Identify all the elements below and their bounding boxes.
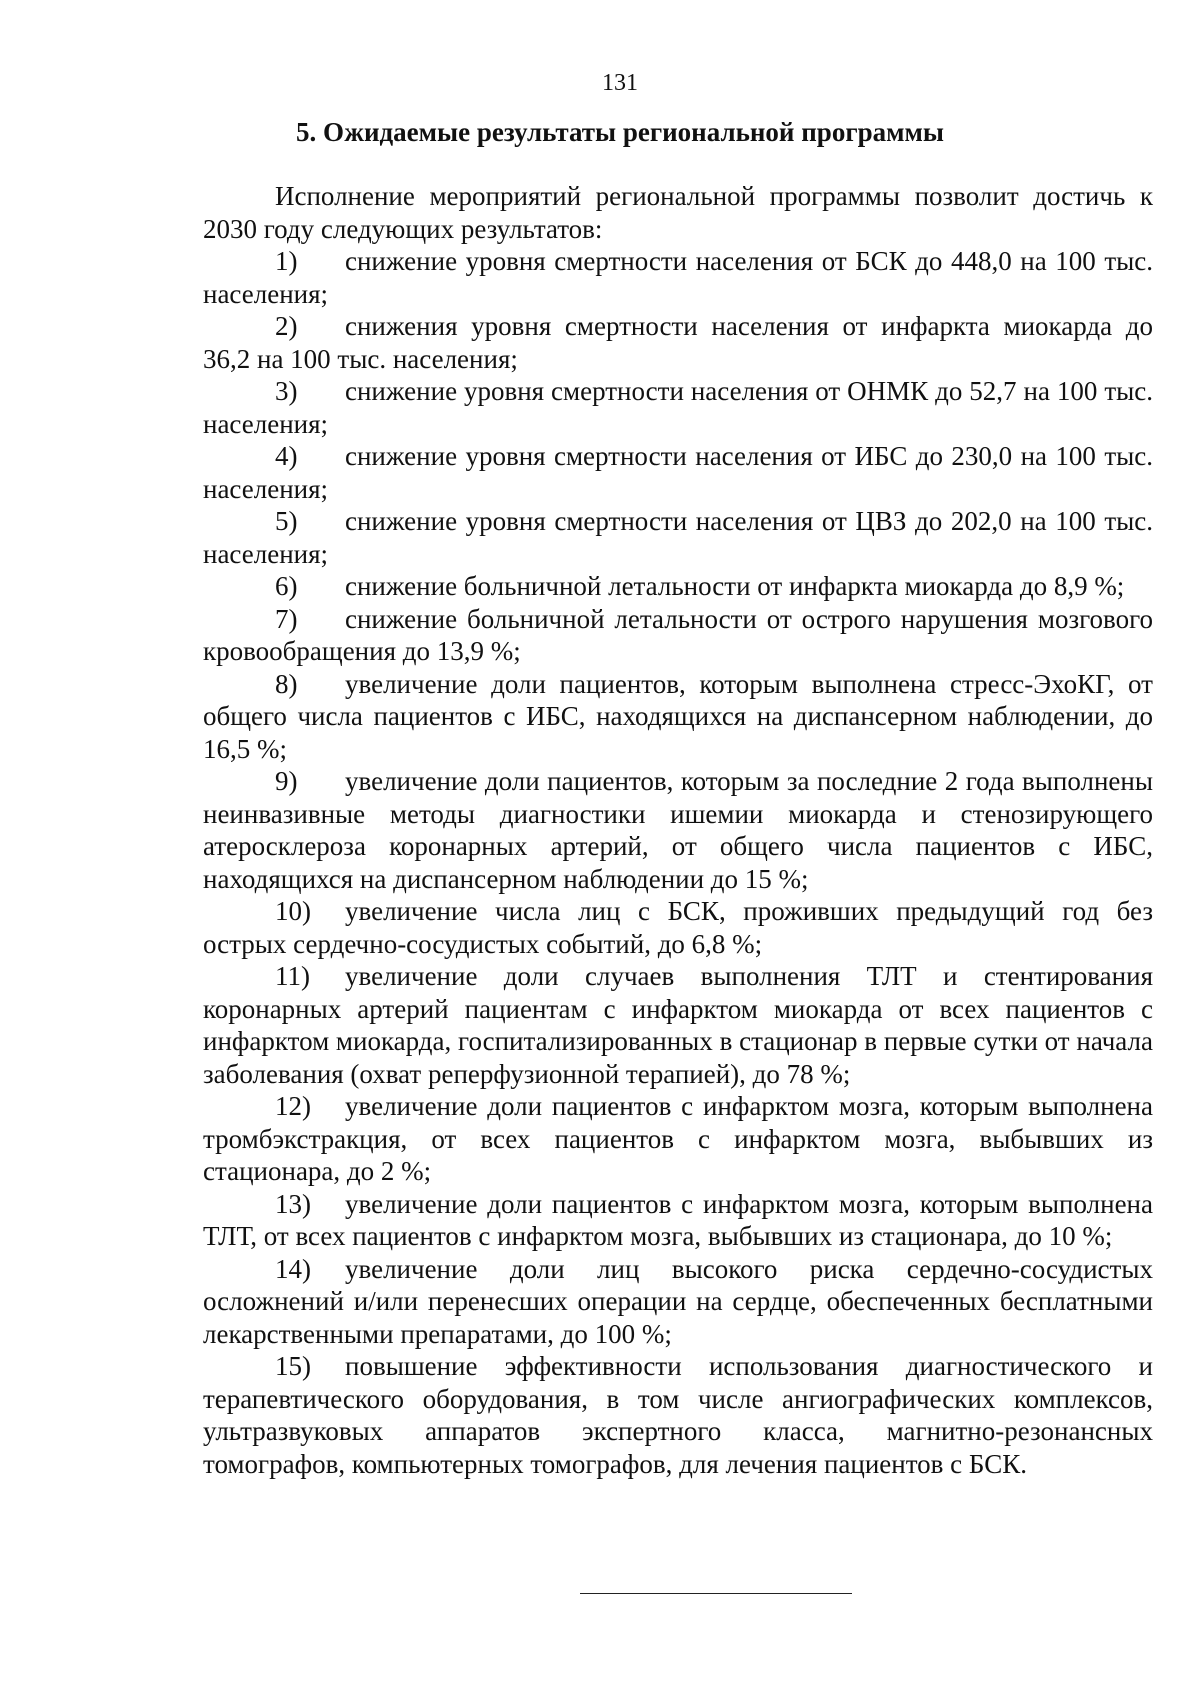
- list-item: [203, 1253, 1153, 1351]
- list-item: [203, 1188, 1153, 1253]
- list-item-text: увеличение доли случаев выполнения ТЛТ и стентирования коронарных артерий пациентам с инфарктом миокарда от всех пациентов с инфарктом миокарда, госпитализированных в стационар в первые сутки от начала заболевания (охват реперфузионной терапией), до 78 %;: [203, 961, 1153, 1089]
- list-item: [203, 1350, 1153, 1480]
- list-item-text: снижение уровня смертности населения от ИБС до 230,0 на 100 тыс. населения;: [203, 441, 1153, 504]
- list-item-text: увеличение доли пациентов с инфарктом мозга, которым выполнена ТЛТ, от всех пациентов с инфарктом мозга, выбывших из стационара, до 10 %;: [203, 1188, 1153, 1251]
- list-item-text: увеличение доли пациентов с инфарктом мозга, которым выполнена тромбэкстракция, от всех пациентов с инфарктом мозга, выбывших из стационара, до 2 %;: [203, 1091, 1153, 1186]
- list-item-number: 11): [275, 961, 310, 991]
- list-item-number: 10): [275, 896, 311, 926]
- list-item: [203, 960, 1153, 1090]
- list-item-number: 14): [275, 1253, 311, 1284]
- end-rule-divider: [580, 1593, 852, 1594]
- list-item-number: 13): [275, 1188, 311, 1219]
- list-item: [203, 505, 1153, 570]
- list-item-number: 4): [275, 441, 298, 471]
- section-heading: 5. Ожидаемые результаты региональной программы: [296, 117, 944, 147]
- list-item-text: снижения уровня смертности населения от инфаркта миокарда до 36,2 на 100 тыс. населения;: [203, 311, 1153, 374]
- list-item: [203, 603, 1153, 668]
- list-item-text: снижение уровня смертности населения от ОНМК до 52,7 на 100 тыс. населения;: [203, 376, 1153, 439]
- list-item-number: 2): [275, 311, 298, 341]
- list-item-number: 12): [275, 1091, 311, 1121]
- list-item-text: снижение больничной летальности от инфаркта миокарда до 8,9 %;: [345, 571, 1125, 601]
- list-item-text: снижение больничной летальности от острого нарушения мозгового кровообращения до 13,9 %;: [203, 603, 1153, 666]
- list-item: [203, 895, 1153, 960]
- list-item-text: увеличение числа лиц с БСК, проживших предыдущий год без острых сердечно-сосудистых событий, до 6,8 %;: [203, 896, 1153, 959]
- list-item-text: увеличение доли пациентов, которым за последние 2 года выполнены неинвазивные методы диагностики ишемии миокарда и стенозирующего атеросклероза коронарных артерий, от общего числа пациентов с ИБС, находящихся на диспансерном наблюдении до 15 %;: [203, 766, 1153, 894]
- page-number: 131: [602, 70, 638, 96]
- document-body: [203, 180, 1153, 1480]
- list-item-number: 8): [275, 668, 298, 699]
- list-item-number: 9): [275, 766, 298, 796]
- list-item: [203, 375, 1153, 440]
- list-item-number: 5): [275, 506, 298, 536]
- list-item-number: 1): [275, 246, 298, 276]
- list-item-number: 6): [275, 571, 298, 601]
- intro-paragraph: Исполнение мероприятий региональной программы позволит достичь к 2030 году следующих результатов:: [203, 181, 1153, 244]
- list-item-number: 15): [275, 1351, 311, 1381]
- list-item-text: снижение уровня смертности населения от ЦВЗ до 202,0 на 100 тыс. населения;: [203, 506, 1153, 569]
- list-item-text: увеличение доли лиц высокого риска сердечно-сосудистых осложнений и/или перенесших операции на сердце, обеспеченных бесплатными лекарственными препаратами, до 100 %;: [203, 1253, 1153, 1349]
- list-item-text: увеличение доли пациентов, которым выполнена стресс-ЭхоКГ, от общего числа пациентов с ИБС, находящихся на диспансерном наблюдении, до 16,5 %;: [203, 668, 1153, 764]
- list-item-text: снижение уровня смертности населения от БСК до 448,0 на 100 тыс. населения;: [203, 246, 1153, 309]
- list-item: [203, 440, 1153, 505]
- list-item-number: 3): [275, 376, 298, 406]
- list-item: [203, 765, 1153, 895]
- list-item: [203, 1090, 1153, 1188]
- list-item: [203, 245, 1153, 310]
- list-item-number: 7): [275, 603, 298, 634]
- list-item: [203, 570, 1153, 603]
- list-item: [203, 310, 1153, 375]
- list-item-text: повышение эффективности использования диагностического и терапевтического оборудования, в том числе ангиографических комплексов, ультразвуковых аппаратов экспертного класса, магнитно-резонансных томографов, компьютерных томографов, для лечения пациентов с БСК.: [203, 1351, 1153, 1479]
- list-item: [203, 668, 1153, 766]
